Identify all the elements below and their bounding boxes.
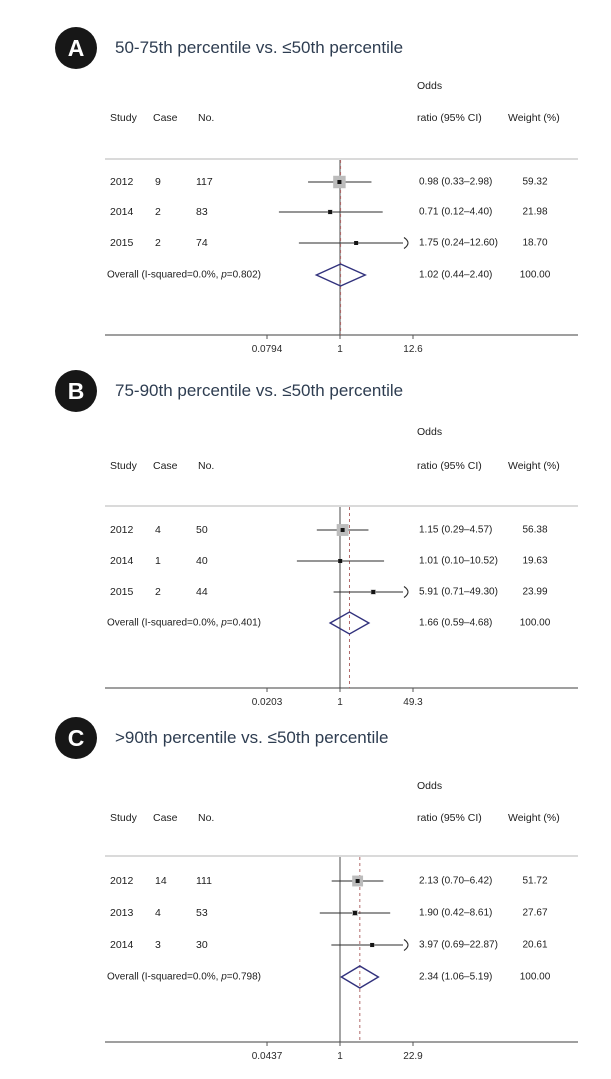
case-count-cell: 3 bbox=[155, 939, 161, 951]
weight-cell: 19.63 bbox=[522, 555, 548, 567]
axis-tick-label: 49.3 bbox=[403, 697, 423, 708]
weight-cell: 21.98 bbox=[522, 206, 548, 218]
or-ci-cell: 2.13 (0.70–6.42) bbox=[419, 875, 493, 887]
weight-cell: 18.70 bbox=[522, 237, 548, 249]
sample-size-cell: 50 bbox=[196, 524, 208, 536]
or-ci-cell: 5.91 (0.71–49.30) bbox=[419, 586, 498, 598]
axis-tick-label: 1 bbox=[337, 697, 343, 708]
overall-label: Overall (I-squared=0.0%, p=0.401) bbox=[107, 617, 261, 629]
point-estimate-marker bbox=[353, 911, 357, 915]
header-odds-line1: Odds bbox=[417, 80, 443, 92]
or-ci-cell: 1.15 (0.29–4.57) bbox=[419, 524, 493, 536]
case-count-cell: 2 bbox=[155, 586, 161, 598]
study-year-cell: 2015 bbox=[110, 586, 134, 598]
sample-size-cell: 53 bbox=[196, 907, 208, 919]
header-study: Study bbox=[110, 812, 137, 824]
study-year-cell: 2015 bbox=[110, 237, 134, 249]
header-no: No. bbox=[198, 460, 215, 472]
overall-weight-cell: 100.00 bbox=[519, 617, 551, 629]
p-value-symbol: p bbox=[221, 617, 227, 629]
panel-badge-b: B bbox=[55, 370, 97, 412]
axis-tick-label: 0.0794 bbox=[251, 344, 283, 355]
weight-cell: 23.99 bbox=[522, 586, 548, 598]
header-no: No. bbox=[198, 812, 215, 824]
overall-or-ci-cell: 2.34 (1.06–5.19) bbox=[419, 971, 493, 983]
weight-cell: 56.38 bbox=[522, 524, 548, 536]
or-ci-cell: 1.90 (0.42–8.61) bbox=[419, 907, 493, 919]
ci-clipped-arrow bbox=[404, 940, 408, 951]
point-estimate-marker bbox=[337, 180, 341, 184]
p-value-symbol: p bbox=[221, 971, 227, 983]
sample-size-cell: 111 bbox=[196, 875, 212, 887]
header-odds-line1: Odds bbox=[417, 426, 443, 438]
header-odds-line2: ratio (95% CI) bbox=[417, 112, 482, 124]
weight-cell: 51.72 bbox=[522, 875, 548, 887]
case-count-cell: 1 bbox=[155, 555, 161, 567]
study-year-cell: 2012 bbox=[110, 875, 134, 887]
study-year-cell: 2012 bbox=[110, 524, 134, 536]
header-weight: Weight (%) bbox=[508, 112, 560, 124]
study-year-cell: 2014 bbox=[110, 206, 134, 218]
or-ci-cell: 0.71 (0.12–4.40) bbox=[419, 206, 493, 218]
point-estimate-marker bbox=[356, 879, 360, 883]
overall-or-ci-cell: 1.02 (0.44–2.40) bbox=[419, 269, 493, 281]
study-year-cell: 2014 bbox=[110, 939, 134, 951]
point-estimate-marker bbox=[328, 210, 332, 214]
header-case: Case bbox=[153, 112, 178, 124]
axis-tick-label: 1 bbox=[337, 344, 343, 355]
or-ci-cell: 0.98 (0.33–2.98) bbox=[419, 176, 493, 188]
weight-cell: 20.61 bbox=[522, 939, 548, 951]
point-estimate-marker bbox=[370, 943, 374, 947]
header-no: No. bbox=[198, 112, 215, 124]
study-year-cell: 2012 bbox=[110, 176, 134, 188]
sample-size-cell: 30 bbox=[196, 939, 208, 951]
case-count-cell: 14 bbox=[155, 875, 167, 887]
sample-size-cell: 40 bbox=[196, 555, 208, 567]
header-case: Case bbox=[153, 460, 178, 472]
case-count-cell: 2 bbox=[155, 237, 161, 249]
study-year-cell: 2013 bbox=[110, 907, 134, 919]
or-ci-cell: 3.97 (0.69–22.87) bbox=[419, 939, 498, 951]
p-value-symbol: p bbox=[221, 269, 227, 281]
header-weight: Weight (%) bbox=[508, 460, 560, 472]
or-ci-cell: 1.75 (0.24–12.60) bbox=[419, 237, 498, 249]
panel-title-b: 75-90th percentile vs. ≤50th percentile bbox=[115, 381, 404, 400]
header-odds-line2: ratio (95% CI) bbox=[417, 460, 482, 472]
header-case: Case bbox=[153, 812, 178, 824]
ci-clipped-arrow bbox=[404, 238, 408, 249]
case-count-cell: 4 bbox=[155, 524, 161, 536]
sample-size-cell: 74 bbox=[196, 237, 208, 249]
axis-tick-label: 12.6 bbox=[403, 344, 423, 355]
weight-cell: 59.32 bbox=[522, 176, 548, 188]
overall-weight-cell: 100.00 bbox=[519, 971, 551, 983]
header-study: Study bbox=[110, 460, 137, 472]
panel-title-a: 50-75th percentile vs. ≤50th percentile bbox=[115, 38, 404, 57]
point-estimate-marker bbox=[371, 590, 375, 594]
panel-title-c: >90th percentile vs. ≤50th percentile bbox=[115, 728, 389, 747]
axis-tick-label: 0.0437 bbox=[251, 1051, 283, 1062]
case-count-cell: 4 bbox=[155, 907, 161, 919]
or-ci-cell: 1.01 (0.10–10.52) bbox=[419, 555, 498, 567]
sample-size-cell: 44 bbox=[196, 586, 208, 598]
header-odds-line1: Odds bbox=[417, 780, 443, 792]
point-estimate-marker bbox=[338, 559, 342, 563]
overall-label: Overall (I-squared=0.0%, p=0.798) bbox=[107, 971, 261, 983]
ci-clipped-arrow bbox=[404, 587, 408, 598]
header-odds-line2: ratio (95% CI) bbox=[417, 812, 482, 824]
sample-size-cell: 117 bbox=[196, 176, 213, 188]
axis-tick-label: 22.9 bbox=[403, 1051, 423, 1062]
case-count-cell: 9 bbox=[155, 176, 161, 188]
header-weight: Weight (%) bbox=[508, 812, 560, 824]
point-estimate-marker bbox=[354, 241, 358, 245]
overall-weight-cell: 100.00 bbox=[519, 269, 551, 281]
overall-or-ci-cell: 1.66 (0.59–4.68) bbox=[419, 617, 493, 629]
study-year-cell: 2014 bbox=[110, 555, 134, 567]
point-estimate-marker bbox=[341, 528, 345, 532]
axis-tick-label: 0.0203 bbox=[251, 697, 283, 708]
axis-tick-label: 1 bbox=[337, 1051, 343, 1062]
panel-badge-c: C bbox=[55, 717, 97, 759]
panel-badge-a: A bbox=[55, 27, 97, 69]
overall-label: Overall (I-squared=0.0%, p=0.802) bbox=[107, 269, 261, 281]
header-study: Study bbox=[110, 112, 137, 124]
sample-size-cell: 83 bbox=[196, 206, 208, 218]
case-count-cell: 2 bbox=[155, 206, 161, 218]
weight-cell: 27.67 bbox=[522, 907, 548, 919]
